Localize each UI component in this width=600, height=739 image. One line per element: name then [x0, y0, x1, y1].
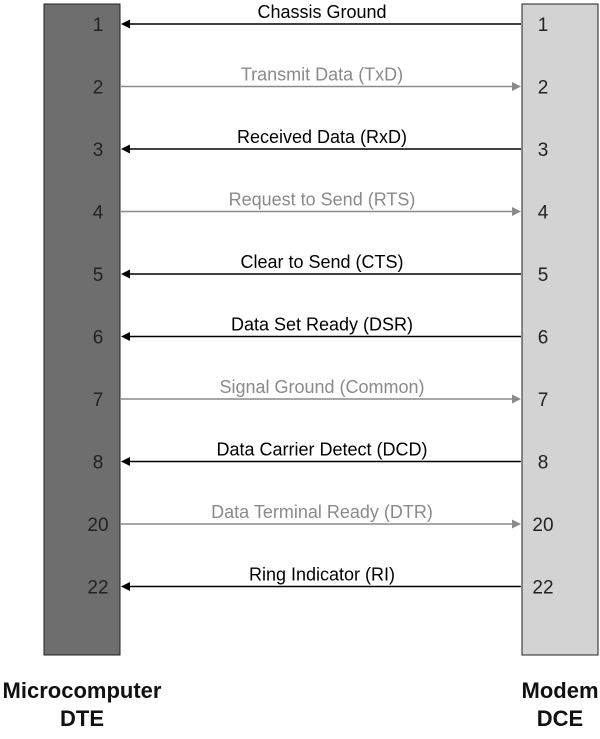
right-device-name: Modem: [521, 678, 599, 703]
dte-pin-number: 4: [92, 202, 104, 224]
signal-label: Transmit Data (TxD): [240, 64, 404, 85]
dce-pin-number: 6: [537, 327, 549, 349]
signal-row-pin-3: [93, 127, 549, 161]
dte-pin-number: 6: [92, 327, 104, 349]
signal-label: Signal Ground (Common): [219, 377, 425, 397]
right-device-type: DCE: [536, 706, 584, 731]
dce-pin-number: 7: [537, 390, 549, 411]
signal-rows: [87, 2, 553, 599]
dte-pin-number: 20: [87, 515, 109, 536]
arrow-left-icon: [121, 270, 130, 279]
signal-row-pin-6: [93, 315, 549, 349]
dte-pin-number: 5: [92, 265, 104, 286]
dce-pin-number: 20: [532, 515, 554, 536]
dce-pin-number: 22: [532, 577, 554, 599]
dce-pin-number: 4: [537, 202, 549, 224]
dce-pin-number: 8: [537, 452, 549, 474]
dce-pin-number: 5: [537, 265, 549, 286]
signal-row-pin-1: [93, 2, 549, 36]
arrow-right-icon: [512, 207, 521, 216]
signal-label: Ring Indicator (RI): [248, 564, 396, 585]
signal-label: Data Carrier Detect (DCD): [216, 439, 428, 460]
signal-row-pin-5: [93, 252, 549, 286]
dte-pin-number: 3: [92, 140, 104, 161]
signal-label: Received Data (RxD): [236, 127, 408, 147]
dte-pin-number: 7: [92, 390, 104, 411]
signal-row-pin-7: [93, 377, 549, 411]
signal-label: Request to Send (RTS): [228, 189, 416, 210]
signal-row-pin-2: [93, 65, 549, 99]
arrow-left-icon: [121, 332, 130, 341]
arrow-right-icon: [512, 82, 521, 91]
signal-label: Clear to Send (CTS): [240, 252, 404, 272]
signal-row-pin-20: [87, 502, 553, 536]
signal-label: Data Set Ready (DSR): [230, 314, 414, 335]
arrow-right-icon: [512, 395, 521, 404]
arrow-left-icon: [121, 145, 130, 154]
left-device-name: Microcomputer: [2, 678, 162, 703]
signal-label: Data Terminal Ready (DTR): [211, 502, 433, 522]
dce-pin-number: 1: [537, 15, 549, 36]
signal-row-pin-8: [93, 440, 549, 474]
dce-connector-bar: [522, 4, 598, 655]
arrow-left-icon: [121, 582, 130, 591]
signal-row-pin-4: [93, 190, 549, 224]
dce-pin-number: 3: [537, 140, 549, 161]
arrow-right-icon: [512, 520, 521, 529]
dte-connector-bar: [44, 4, 120, 655]
dte-pin-number: 1: [92, 15, 104, 36]
left-device-type: DTE: [60, 706, 104, 731]
dce-pin-number: 2: [537, 77, 549, 99]
dte-pin-number: 22: [87, 577, 109, 599]
arrow-left-icon: [121, 20, 130, 29]
signal-label: Chassis Ground: [257, 2, 387, 22]
dte-pin-number: 8: [92, 452, 104, 474]
signal-row-pin-22: [87, 565, 553, 599]
arrow-left-icon: [121, 457, 130, 466]
dte-pin-number: 2: [92, 77, 104, 99]
